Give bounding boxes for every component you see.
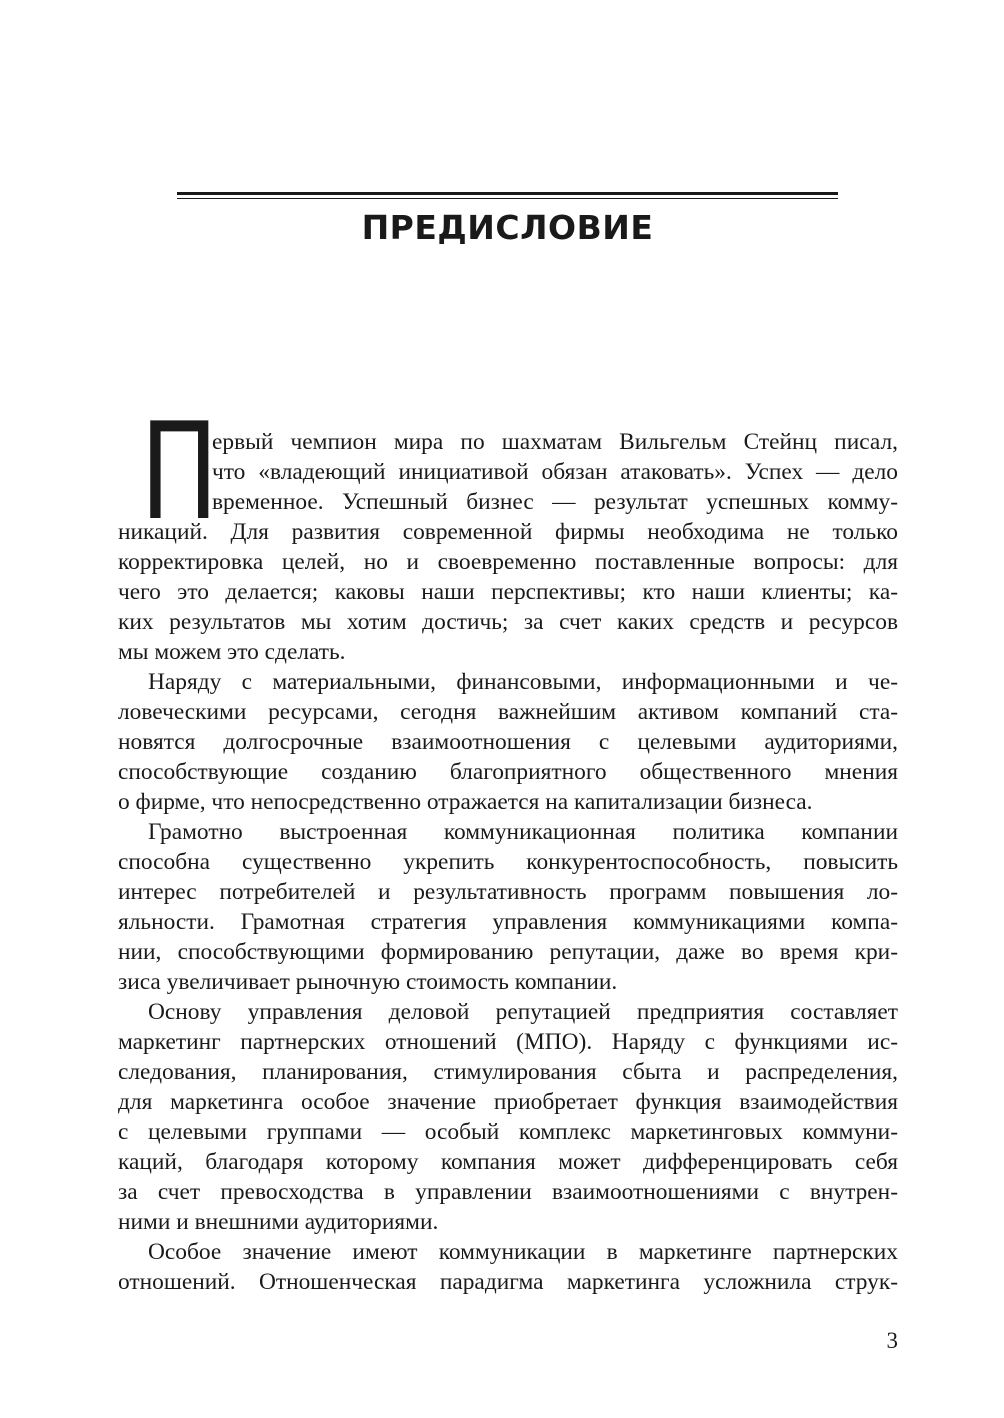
- paragraph-line: ними и внешними аудиториями.: [118, 1209, 439, 1235]
- paragraph-line: Основу управления деловой репутацией предприятия составляет: [148, 999, 898, 1025]
- paragraph-line: яльности. Грамотная стратегия управления коммуникациями компа-: [118, 909, 898, 935]
- title-rule-thin: [177, 198, 838, 199]
- page-number: 3: [886, 1328, 898, 1353]
- paragraph-line: временное. Успешный бизнес — результат успешных комму-: [212, 489, 898, 515]
- paragraph-line: корректировка целей, но и своевременно поставленные вопросы: для: [118, 549, 898, 575]
- paragraph-line: что «владеющий инициативой обязан атаковать». Успех — дело: [212, 459, 898, 485]
- paragraph-line: способна существенно укрепить конкурентоспособность, повысить: [118, 849, 898, 875]
- paragraph-line: каций, благодаря которому компания может дифференцировать себя: [118, 1149, 898, 1175]
- paragraph-line: мы можем это сделать.: [118, 639, 346, 665]
- paragraph-line: Грамотно выстроенная коммуникационная политика компании: [148, 819, 898, 845]
- paragraph-line: зиса увеличивает рыночную стоимость компании.: [118, 969, 618, 995]
- paragraph-line: чего это делается; каковы наши перспективы; кто наши клиенты; ка-: [118, 579, 898, 605]
- paragraph-line: маркетинг партнерских отношений (МПО). Наряду с функциями ис-: [118, 1029, 898, 1055]
- title-rule-thick: [177, 192, 838, 195]
- drop-cap: П: [140, 394, 219, 550]
- paragraph-line: с целевыми группами — особый комплекс маркетинговых коммуни-: [118, 1119, 898, 1145]
- paragraph-line: Особое значение имеют коммуникации в маркетинге партнерских: [148, 1239, 898, 1265]
- paragraph-line: ловеческими ресурсами, сегодня важнейшим активом компаний ста-: [118, 699, 898, 725]
- paragraph-line: Наряду с материальными, финансовыми, информационными и че-: [148, 669, 898, 695]
- paragraph-line: никаций. Для развития современной фирмы необходима не только: [118, 519, 898, 545]
- paragraph-line: отношений. Отношенческая парадигма маркетинга усложнила струк-: [118, 1269, 898, 1295]
- paragraph-line: способствующие созданию благоприятного общественного мнения: [118, 759, 898, 785]
- paragraph-line: новятся долгосрочные взаимоотношения с целевыми аудиториями,: [118, 729, 898, 755]
- paragraph-line: ервый чемпион мира по шахматам Вильгельм Стейнц писал,: [212, 429, 898, 455]
- paragraph-line: за счет превосходства в управлении взаимоотношениями с внутрен-: [118, 1179, 898, 1205]
- paragraph-line: интерес потребителей и результативность программ повышения ло-: [118, 879, 898, 905]
- paragraph-1: [118, 427, 898, 1297]
- chapter-title: ПРЕДИСЛОВИЕ: [361, 208, 654, 247]
- paragraph-line: о фирме, что непосредственно отражается на капитализации бизнеса.: [118, 789, 813, 815]
- paragraph-line: ких результатов мы хотим достичь; за счет каких средств и ресурсов: [118, 609, 898, 635]
- paragraph-line: нии, способствующими формированию репутации, даже во время кри-: [118, 939, 898, 965]
- paragraph-line: следования, планирования, стимулирования сбыта и распределения,: [118, 1059, 898, 1085]
- paragraph-line: для маркетинга особое значение приобретает функция взаимодействия: [118, 1089, 898, 1115]
